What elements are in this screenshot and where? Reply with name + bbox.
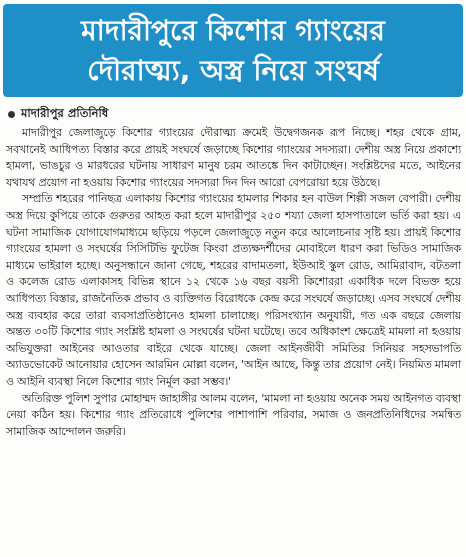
byline [3, 107, 463, 121]
paragraph-2: সম্প্রতি শহরের পানিছত্র এলাকায় কিশোর গ্যাংয়ের হামলার শিকার হন বাউল শিল্পী সজল বেপারী। দেশীয় অস্ত্র দিয়ে কুপিয়ে তাকে গুরুতর আহত করা হলে মাদারীপুর ২৫০ শয্যা জেলা হাসপাতালে ভর্তি করা হয়। এ ঘটনা সামাজিক যোগাযোগমাধ্যমে ছড়িয়ে পড়লে জেলাজুড়ে নতুন করে আলোচনার সৃষ্টি হয়। প্রায়ই কিশোর গ্যাংয়ের হামলা ও সংঘর্ষের সিসিটিভি ফুটেজ কিংবা প্রত্যক্ষদর্শীদের মোবাইলে ধারণ করা ভিডিও সামাজিক মাধ্যমে ভাইরাল হচ্ছে। অনুসন্ধানে জানা গেছে, শহরের বাদামতলা, ইউআই স্কুল রোড, আমিরাবাদ, বটতলা ও কলেজ রোড এলাকাসহ বিভিন্ন স্থানে ১২ থেকে ১৬ বছর বয়সী কিশোররা একাধিক দলে বিভক্ত হয়ে আধিপত্য বিস্তার, রাজনৈতিক প্রভাব ও ব্যক্তিগত বিরোধকে কেন্দ্র করে সংঘর্ষে জড়াচ্ছে। এসব সংঘর্ষে দেশীয় অস্ত্র ব্যবহার করে তারা ব্যবসাপ্রতিষ্ঠানেও হামলা চালাচ্ছে। পরিসংখ্যান অনুযায়ী, গত এক বছরে জেলায় অন্তত ৩০টি কিশোর গ্যাং সংশ্লিষ্ট হামলা ও সংঘর্ষের ঘটনা ঘটেছে। তবে অধিকাংশ ক্ষেত্রেই মামলা না হওয়ায় অভিযুক্তরা আইনের আওতার বাইরে থেকে যাচ্ছে। জেলা আইনজীবী সমিতির সিনিয়র সহসভাপতি অ্যাডভোকেট আনোয়ার হোসেন আরমিন মোল্লা বলেন, 'আইন আছে, কিন্তু তার প্রয়োগ নেই। নিয়মিত মামলা ও আইনি ব্যবস্থা নিলে কিশোর গ্যাং নির্মূল করা সম্ভব।' [6, 192, 461, 388]
paragraph-1: মাদারীপুর জেলাজুড়ে কিশোর গ্যাংয়ের দৌরাত্ম্য ক্রমেই উদ্বেগজনক রূপ নিচ্ছে। শহর থেকে গ্রাম, সবখানেই আধিপত্য বিস্তার করে প্রায়ই সংঘর্ষে জড়াচ্ছে কিশোর গ্যাংয়ের সদস্যরা। দেশীয় অস্ত্র নিয়ে প্রকাশ্যে হামলা, ভাঙচুর ও মারধরের ঘটনায় সাধারণ মানুষ চরম আতঙ্কে দিন কাটাচ্ছেন। সংশ্লিষ্টদের মতে, আইনের যথাযথ প্রয়োগ না হওয়ায় কিশোর গ্যাংয়ের সদস্যরা দিন দিন আরো বেপরোয়া হয়ে উঠছে। [6, 126, 461, 189]
article-body [3, 125, 463, 440]
headline-banner [3, 4, 463, 97]
headline-line-1: মাদারীপুরে কিশোর গ্যাংয়ের [81, 13, 385, 47]
bullet-icon [8, 111, 15, 118]
byline-text: মাদারীপুর প্রতিনিধি [21, 105, 109, 120]
paragraph-3: অতিরিক্ত পুলিশ সুপার মোহাম্মদ জাহাঙ্গীর আলম বলেন, 'মামলা না হওয়ায় অনেক সময় আইনগত ব্যবস্থা নেয়া কঠিন হয়। কিশোর গ্যাং প্রতিরোধে পুলিশের পাশাপাশি পরিবার, সমাজ ও জনপ্রতিনিধিদের সমন্বিত সামাজিক আন্দোলন জরুরি। [6, 391, 461, 438]
news-clipping [0, 4, 466, 557]
headline-line-2: দৌরাত্ম্য, অস্ত্র নিয়ে সংঘর্ষ [87, 53, 379, 87]
